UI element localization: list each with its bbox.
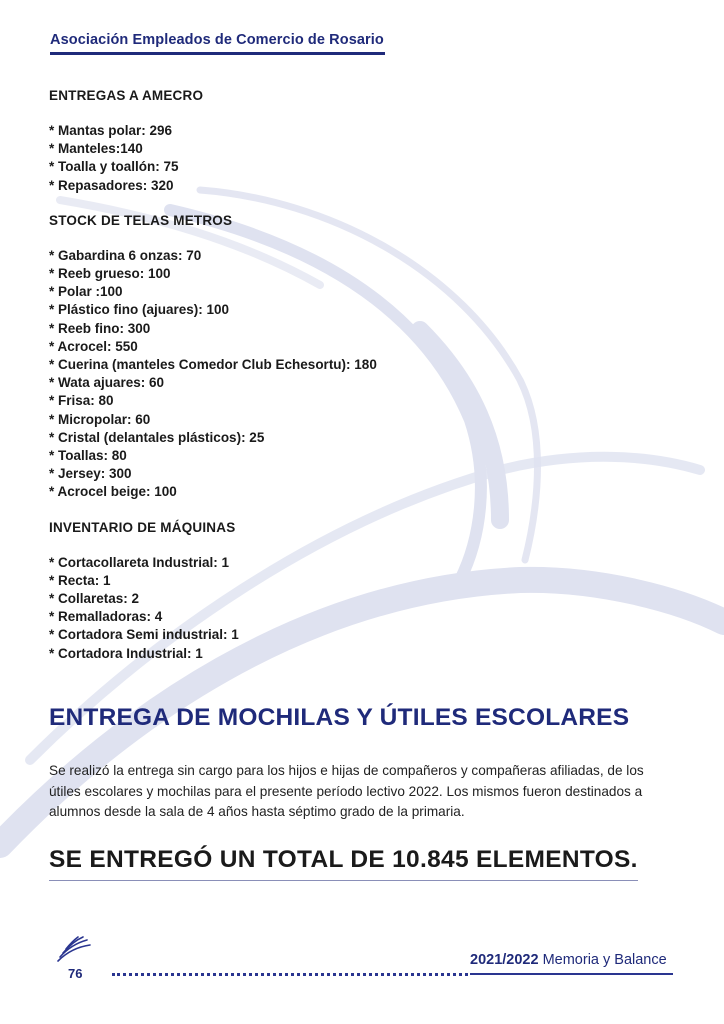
section-heading: ENTREGAS A AMECRO xyxy=(49,88,204,103)
list-item: * Jersey: 300 xyxy=(49,466,132,482)
item-list xyxy=(49,554,689,663)
total-text: SE ENTREGÓ UN TOTAL DE 10.845 ELEMENTOS. xyxy=(49,846,638,881)
list-item: * Cuerina (manteles Comedor Club Echesortu): 180 xyxy=(49,357,377,373)
list-item: * Remalladoras: 4 xyxy=(49,609,163,625)
section-heading: INVENTARIO DE MÁQUINAS xyxy=(49,519,236,535)
page-header xyxy=(50,32,385,55)
page-number: 76 xyxy=(68,966,83,981)
section-entregas xyxy=(49,86,689,195)
list-item: * Acrocel: 550 xyxy=(49,338,138,354)
school-supplies-paragraph: Se realizó la entrega sin cargo para los hijos e hijas de compañeros y compañeras afiliadas, de los útiles escolares y mochilas para el presente período lectivo 2022. Los mismos fueron destinados a alumnos desde la sala de 4 años hasta séptimo grado de la primaria. xyxy=(49,763,644,819)
list-item: * Polar :100 xyxy=(49,284,123,300)
list-item: * Plástico fino (ajuares): 100 xyxy=(49,302,230,318)
school-supplies-title: ENTREGA DE MOCHILAS Y ÚTILES ESCOLARES xyxy=(49,704,630,731)
section-heading: STOCK DE TELAS METROS xyxy=(49,212,233,228)
list-item: * Cristal (delantales plásticos): 25 xyxy=(49,429,265,445)
section-stock-telas xyxy=(49,211,689,502)
list-item: * Gabardina 6 onzas: 70 xyxy=(49,247,202,263)
dotted-leader xyxy=(112,969,468,976)
list-item: * Collaretas: 2 xyxy=(49,591,140,607)
list-item: * Wata ajuares: 60 xyxy=(49,375,165,391)
list-item: * Toallas: 80 xyxy=(49,448,127,464)
list-item: * Manteles:140 xyxy=(49,141,143,157)
wing-logo-icon xyxy=(54,935,94,965)
list-item: * Cortadora Industrial: 1 xyxy=(49,645,203,661)
list-item: * Micropolar: 60 xyxy=(49,411,151,427)
list-item: * Reeb grueso: 100 xyxy=(49,266,171,282)
footer-caption xyxy=(470,952,667,968)
list-item: * Recta: 1 xyxy=(49,572,111,588)
page-footer xyxy=(0,935,724,995)
footer-years: 2021/2022 xyxy=(470,952,539,968)
footer-subtitle: Memoria y Balance xyxy=(538,952,667,968)
total-statement xyxy=(49,846,638,881)
list-item: * Repasadores: 320 xyxy=(49,177,174,193)
list-item: * Reeb fino: 300 xyxy=(49,320,151,336)
footer-underline xyxy=(470,973,673,975)
list-item: * Acrocel beige: 100 xyxy=(49,484,177,500)
list-item: * Cortadora Semi industrial: 1 xyxy=(49,627,239,643)
header-rule xyxy=(50,52,385,55)
item-list xyxy=(49,122,689,195)
section-inventario-maquinas xyxy=(49,518,689,663)
list-item: * Toalla y toallón: 75 xyxy=(49,159,179,175)
inventory-content xyxy=(49,86,689,663)
item-list xyxy=(49,247,689,502)
list-item: * Mantas polar: 296 xyxy=(49,123,173,138)
list-item: * Cortacollareta Industrial: 1 xyxy=(49,554,230,570)
list-item: * Frisa: 80 xyxy=(49,393,114,409)
header-title: Asociación Empleados de Comercio de Rosario xyxy=(50,32,384,48)
